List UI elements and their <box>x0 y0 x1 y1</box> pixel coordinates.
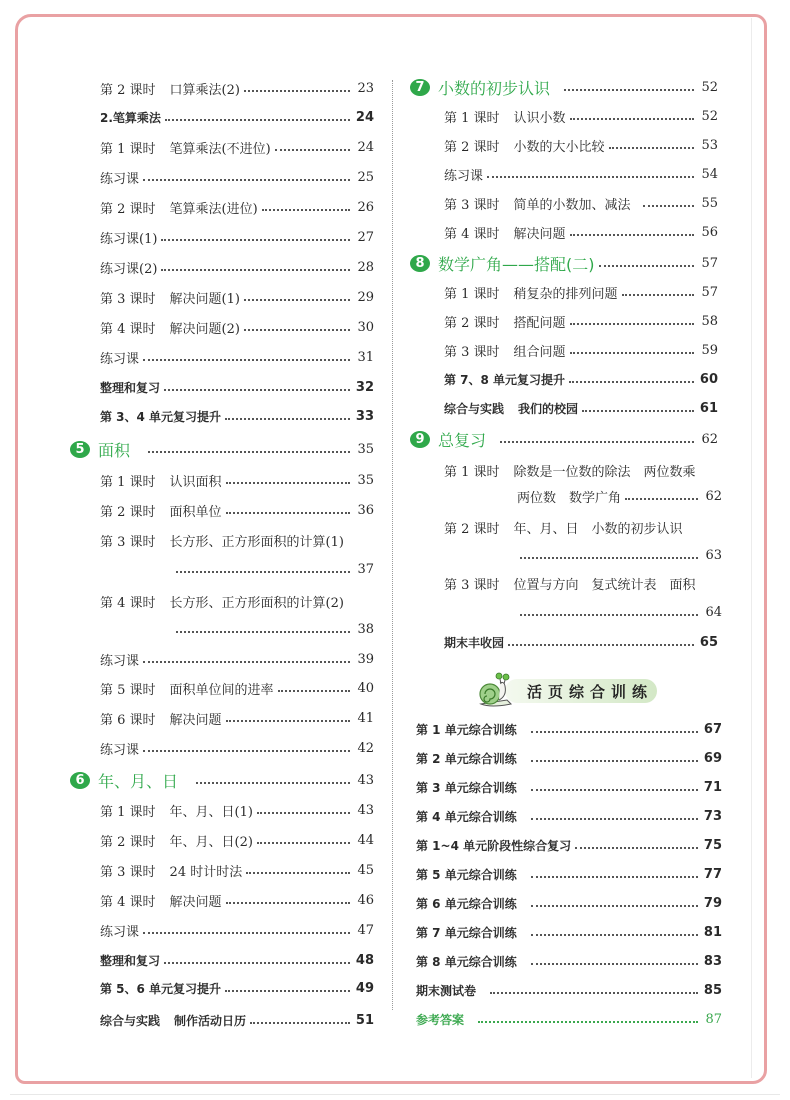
toc-entry[interactable] <box>444 281 718 303</box>
lesson-label: 第 4 课时 <box>444 226 500 242</box>
toc-entry-continuation[interactable] <box>176 558 374 580</box>
entry-title: 练习课 <box>444 168 484 184</box>
toc-entry[interactable] <box>100 376 374 398</box>
lesson-label: 第 1 课时 <box>444 286 500 302</box>
toc-entry[interactable] <box>444 221 718 243</box>
lesson-label: 第 2 课时 <box>100 201 156 217</box>
toc-entry[interactable] <box>100 499 374 521</box>
leader-dots <box>570 234 694 236</box>
page-number: 73 <box>703 808 722 824</box>
toc-entry[interactable] <box>100 707 374 729</box>
entry-title: 年、月、日(2) <box>169 834 253 850</box>
entry-title: 笔算乘法(不进位) <box>169 141 271 157</box>
entry-title: 第 1~4 单元阶段性综合复习 <box>416 838 572 853</box>
leader-dots <box>622 294 694 296</box>
toc-entry[interactable] <box>100 136 374 158</box>
entry-title: 整理和复习 <box>100 380 161 395</box>
toc-entry[interactable] <box>100 677 374 699</box>
leader-dots <box>570 352 694 354</box>
entry-title: 除数是一位数的除法 两位数乘 <box>513 464 696 480</box>
entry-title: 第 7、8 单元复习提升 <box>444 372 566 387</box>
unit-title: 面积 <box>98 440 131 460</box>
toc-entry[interactable] <box>416 921 722 943</box>
toc-entry-continuation[interactable] <box>517 485 722 507</box>
toc-entry[interactable] <box>444 572 718 594</box>
unit-title: 总复习 <box>438 430 487 450</box>
page-number: 81 <box>703 924 722 940</box>
toc-entry[interactable] <box>416 805 722 827</box>
leader-dots <box>164 962 350 964</box>
toc-entry[interactable] <box>444 192 718 214</box>
page-number: 79 <box>703 895 722 911</box>
leader-dots <box>165 119 350 121</box>
leader-dots <box>226 512 350 514</box>
toc-entry[interactable] <box>100 226 374 248</box>
leader-dots <box>531 876 698 878</box>
leader-dots <box>531 731 698 733</box>
lesson-label: 第 4 课时 <box>100 894 156 910</box>
toc-entry[interactable] <box>444 134 718 156</box>
banner-title: 活页综合训练 <box>527 682 654 701</box>
toc-entry[interactable] <box>416 950 722 972</box>
lesson-label: 第 2 课时 <box>444 521 500 537</box>
leader-dots <box>262 209 350 211</box>
entry-title: 整理和复习 <box>100 953 161 968</box>
leader-dots <box>161 269 350 271</box>
entry-title: 第 5、6 单元复习提升 <box>100 981 222 996</box>
toc-entry[interactable] <box>416 834 722 856</box>
entry-title: 组合问题 <box>513 344 566 360</box>
page-number: 60 <box>699 371 718 387</box>
leader-dots <box>275 149 350 151</box>
page-number: 58 <box>701 313 718 329</box>
entry-title: 练习课 <box>100 171 140 187</box>
page-number: 65 <box>699 634 718 650</box>
leader-dots <box>531 789 698 791</box>
lesson-label: 综合与实践 <box>100 1013 161 1028</box>
page-number: 57 <box>701 255 718 271</box>
leader-dots <box>520 557 698 559</box>
entry-title: 练习课 <box>100 742 140 758</box>
lesson-label: 第 3 课时 <box>100 291 156 307</box>
page-number: 48 <box>355 952 374 968</box>
toc-entry[interactable] <box>100 737 374 759</box>
toc-entry[interactable] <box>100 316 374 338</box>
page-number: 56 <box>701 224 718 240</box>
page-number: 23 <box>357 80 374 96</box>
unit-heading[interactable] <box>410 252 718 274</box>
toc-entry[interactable] <box>100 346 374 368</box>
page-number: 42 <box>357 740 374 756</box>
lesson-label: 第 4 课时 <box>100 595 156 611</box>
leader-dots <box>226 720 350 722</box>
leader-dots <box>176 571 350 573</box>
toc-entry[interactable] <box>100 256 374 278</box>
page-number: 40 <box>357 680 374 696</box>
page-number: 28 <box>357 259 374 275</box>
toc-entry[interactable] <box>100 106 374 128</box>
unit-title: 小数的初步认识 <box>438 78 551 98</box>
leader-dots <box>575 847 698 849</box>
leader-dots <box>225 418 350 420</box>
page-number: 35 <box>357 441 374 457</box>
page-number: 37 <box>357 561 374 577</box>
entry-title: 制作活动日历 <box>174 1013 247 1028</box>
toc-entry[interactable] <box>100 166 374 188</box>
page-number: 85 <box>703 982 722 998</box>
page-number: 87 <box>705 1011 722 1027</box>
toc-entry[interactable] <box>444 397 718 419</box>
page-number: 62 <box>705 488 722 504</box>
leader-dots <box>569 381 694 383</box>
entry-title: 解决问题(2) <box>169 321 240 337</box>
entry-title: 2.笔算乘法 <box>100 110 161 125</box>
leader-dots <box>599 265 695 267</box>
worksheet-banner <box>477 670 657 710</box>
toc-entry[interactable] <box>100 590 374 612</box>
unit-title: 数学广角——搭配(二) <box>438 254 595 274</box>
toc-entry[interactable] <box>444 339 718 361</box>
toc-entry[interactable] <box>444 631 718 653</box>
page-number: 71 <box>703 779 722 795</box>
page-number: 67 <box>703 721 722 737</box>
page-number: 26 <box>357 199 374 215</box>
lesson-label: 第 6 课时 <box>100 712 156 728</box>
leader-dots <box>257 842 350 844</box>
leader-dots <box>625 498 698 500</box>
toc-entry-continuation[interactable] <box>520 601 722 623</box>
page-number: 62 <box>701 431 718 447</box>
lesson-label: 综合与实践 <box>444 401 505 416</box>
page-number: 24 <box>355 109 374 125</box>
lesson-label: 第 2 课时 <box>444 315 500 331</box>
lesson-label: 第 3 课时 <box>100 864 156 880</box>
toc-entry[interactable] <box>100 799 374 821</box>
leader-dots <box>609 147 694 149</box>
leader-dots <box>164 389 350 391</box>
page-number: 41 <box>357 710 374 726</box>
page-number: 61 <box>699 400 718 416</box>
page-edge-line <box>751 18 752 1078</box>
lesson-label: 第 3 课时 <box>100 534 156 550</box>
leader-dots <box>244 90 350 92</box>
lesson-label: 第 1 课时 <box>100 474 156 490</box>
page-number: 52 <box>701 79 718 95</box>
leader-dots <box>148 451 350 453</box>
toc-entry-answers[interactable] <box>416 1008 722 1030</box>
leader-dots <box>487 176 694 178</box>
lesson-label: 第 5 课时 <box>100 682 156 698</box>
toc-entry[interactable] <box>100 77 374 99</box>
entry-title: 小数的大小比较 <box>513 139 605 155</box>
page-number: 31 <box>357 349 374 365</box>
lesson-label: 第 1 课时 <box>100 141 156 157</box>
unit-number-badge: 9 <box>410 431 430 448</box>
page-number: 54 <box>701 166 718 182</box>
toc-entry[interactable] <box>444 459 718 481</box>
page-number: 46 <box>357 892 374 908</box>
toc-entry[interactable] <box>416 718 722 740</box>
leader-dots <box>643 205 694 207</box>
page-number: 32 <box>355 379 374 395</box>
page-number: 25 <box>357 169 374 185</box>
lesson-label: 第 2 课时 <box>100 834 156 850</box>
page-number: 51 <box>355 1012 374 1028</box>
page-number: 77 <box>703 866 722 882</box>
toc-entry[interactable] <box>444 368 718 390</box>
entry-title: 期末测试卷 <box>416 983 477 998</box>
page-number: 30 <box>357 319 374 335</box>
toc-entry[interactable] <box>416 863 722 885</box>
lesson-label: 第 2 课时 <box>100 82 156 98</box>
entry-title: 练习课(1) <box>100 231 158 247</box>
entry-title: 长方形、正方形面积的计算(1) <box>169 534 344 550</box>
leader-dots <box>250 1022 350 1024</box>
entry-title: 解决问题 <box>169 712 222 728</box>
leader-dots <box>176 631 350 633</box>
toc-entry[interactable] <box>416 979 722 1001</box>
page-number: 29 <box>357 289 374 305</box>
toc-entry-continuation[interactable] <box>176 618 374 640</box>
entry-title: 面积单位间的进率 <box>169 682 274 698</box>
snail-icon <box>477 670 517 710</box>
toc-entry[interactable] <box>100 919 374 941</box>
entry-title: 第 3、4 单元复习提升 <box>100 409 222 424</box>
lesson-label: 第 3 课时 <box>444 197 500 213</box>
bottom-edge-line <box>10 1094 780 1095</box>
leader-dots <box>564 89 694 91</box>
entry-title: 认识小数 <box>513 110 566 126</box>
page-number: 24 <box>357 139 374 155</box>
page-number: 59 <box>701 342 718 358</box>
leader-dots <box>531 760 698 762</box>
leader-dots <box>161 239 350 241</box>
toc-entry[interactable] <box>100 859 374 881</box>
entry-title: 稍复杂的排列问题 <box>513 286 618 302</box>
toc-entry[interactable] <box>416 892 722 914</box>
lesson-label: 第 3 课时 <box>444 577 500 593</box>
page-number: 75 <box>703 837 722 853</box>
entry-title: 第 8 单元综合训练 <box>416 954 517 969</box>
lesson-label: 第 1 课时 <box>444 464 500 480</box>
toc-entry[interactable] <box>100 889 374 911</box>
entry-title: 位置与方向 复式统计表 面积 <box>513 577 696 593</box>
leader-dots <box>143 661 350 663</box>
leader-dots <box>226 482 350 484</box>
entry-title: 口算乘法(2) <box>169 82 240 98</box>
toc-entry[interactable] <box>100 648 374 670</box>
toc-entry[interactable] <box>416 776 722 798</box>
leader-dots <box>520 614 698 616</box>
entry-title: 练习课(2) <box>100 261 158 277</box>
leader-dots <box>531 818 698 820</box>
entry-title: 第 4 单元综合训练 <box>416 809 517 824</box>
leader-dots <box>508 644 694 646</box>
page-number: 43 <box>357 772 374 788</box>
page-number: 47 <box>357 922 374 938</box>
unit-number-badge: 6 <box>70 772 90 789</box>
column-divider <box>392 80 393 1010</box>
page-number: 53 <box>701 137 718 153</box>
unit-number-badge: 7 <box>410 79 430 96</box>
page-number: 57 <box>701 284 718 300</box>
entry-title: 两位数 数学广角 <box>517 490 622 506</box>
toc-entry[interactable] <box>100 196 374 218</box>
leader-dots <box>570 323 694 325</box>
entry-title: 第 5 单元综合训练 <box>416 867 517 882</box>
lesson-label: 第 3 课时 <box>444 344 500 360</box>
toc-entry[interactable] <box>100 405 374 427</box>
page-number: 33 <box>355 408 374 424</box>
entry-title: 简单的小数加、减法 <box>513 197 631 213</box>
toc-entry[interactable] <box>444 105 718 127</box>
leader-dots <box>582 410 694 412</box>
toc-entry[interactable] <box>100 1009 374 1031</box>
leader-dots <box>143 179 350 181</box>
entry-title: 我们的校园 <box>518 401 579 416</box>
page-number: 69 <box>703 750 722 766</box>
lesson-label: 第 2 课时 <box>444 139 500 155</box>
lesson-label: 第 4 课时 <box>100 321 156 337</box>
entry-title: 年、月、日(1) <box>169 804 253 820</box>
page-number: 38 <box>357 621 374 637</box>
entry-title: 解决问题 <box>513 226 566 242</box>
entry-title: 年、月、日 小数的初步认识 <box>513 521 683 537</box>
lesson-label: 第 1 课时 <box>100 804 156 820</box>
entry-title: 面积单位 <box>169 504 222 520</box>
leader-dots <box>244 299 350 301</box>
page-number: 52 <box>701 108 718 124</box>
unit-title: 年、月、日 <box>98 771 179 791</box>
unit-number-badge: 5 <box>70 441 90 458</box>
leader-dots <box>531 963 698 965</box>
entry-title: 搭配问题 <box>513 315 566 331</box>
entry-title: 练习课 <box>100 653 140 669</box>
lesson-label: 第 2 课时 <box>100 504 156 520</box>
banner-bar <box>505 679 657 703</box>
toc-entry[interactable] <box>100 829 374 851</box>
page-number: 39 <box>357 651 374 667</box>
leader-dots <box>225 990 350 992</box>
leader-dots <box>257 812 350 814</box>
leader-dots <box>531 905 698 907</box>
entry-title: 练习课 <box>100 351 140 367</box>
toc-entry[interactable] <box>444 310 718 332</box>
leader-dots <box>278 690 350 692</box>
entry-title: 第 1 单元综合训练 <box>416 722 517 737</box>
page-number: 83 <box>703 953 722 969</box>
unit-number-badge: 8 <box>410 255 430 272</box>
entry-title: 第 3 单元综合训练 <box>416 780 517 795</box>
entry-title: 第 2 单元综合训练 <box>416 751 517 766</box>
entry-title: 期末丰收园 <box>444 635 505 650</box>
entry-title: 笔算乘法(进位) <box>169 201 258 217</box>
entry-title: 长方形、正方形面积的计算(2) <box>169 595 344 611</box>
leader-dots <box>226 902 350 904</box>
toc-entry[interactable] <box>100 529 374 551</box>
page-number: 35 <box>357 472 374 488</box>
page-number: 45 <box>357 862 374 878</box>
entry-title: 参考答案 <box>416 1012 465 1027</box>
leader-dots <box>143 932 350 934</box>
leader-dots <box>244 329 350 331</box>
lesson-label: 第 1 课时 <box>444 110 500 126</box>
leader-dots <box>490 992 698 994</box>
page-number: 55 <box>701 195 718 211</box>
unit-heading[interactable] <box>410 428 718 450</box>
leader-dots <box>196 782 350 784</box>
page-number: 49 <box>355 980 374 996</box>
entry-title: 认识面积 <box>169 474 222 490</box>
page-number: 43 <box>357 802 374 818</box>
toc-entry[interactable] <box>444 516 718 538</box>
toc-entry[interactable] <box>100 977 374 999</box>
entry-title: 解决问题(1) <box>169 291 240 307</box>
page-number: 36 <box>357 502 374 518</box>
page-number: 64 <box>705 604 722 620</box>
entry-title: 24 时计时法 <box>169 864 243 880</box>
page-number: 44 <box>357 832 374 848</box>
leader-dots <box>143 750 350 752</box>
leader-dots <box>500 441 694 443</box>
page-number: 63 <box>705 547 722 563</box>
toc-entry[interactable] <box>100 286 374 308</box>
leader-dots <box>143 359 350 361</box>
entry-title: 练习课 <box>100 924 140 940</box>
page-number: 27 <box>357 229 374 245</box>
entry-title: 解决问题 <box>169 894 222 910</box>
toc-entry-continuation[interactable] <box>520 544 722 566</box>
leader-dots <box>246 872 350 874</box>
unit-heading[interactable] <box>70 769 374 791</box>
leader-dots <box>531 934 698 936</box>
entry-title: 第 7 单元综合训练 <box>416 925 517 940</box>
unit-heading[interactable] <box>410 76 718 98</box>
toc-entry[interactable] <box>100 469 374 491</box>
leader-dots <box>570 118 694 120</box>
entry-title: 第 6 单元综合训练 <box>416 896 517 911</box>
toc-entry[interactable] <box>100 949 374 971</box>
leader-dots <box>478 1021 698 1023</box>
toc-entry[interactable] <box>416 747 722 769</box>
unit-heading[interactable] <box>70 438 374 460</box>
toc-entry[interactable] <box>444 163 718 185</box>
